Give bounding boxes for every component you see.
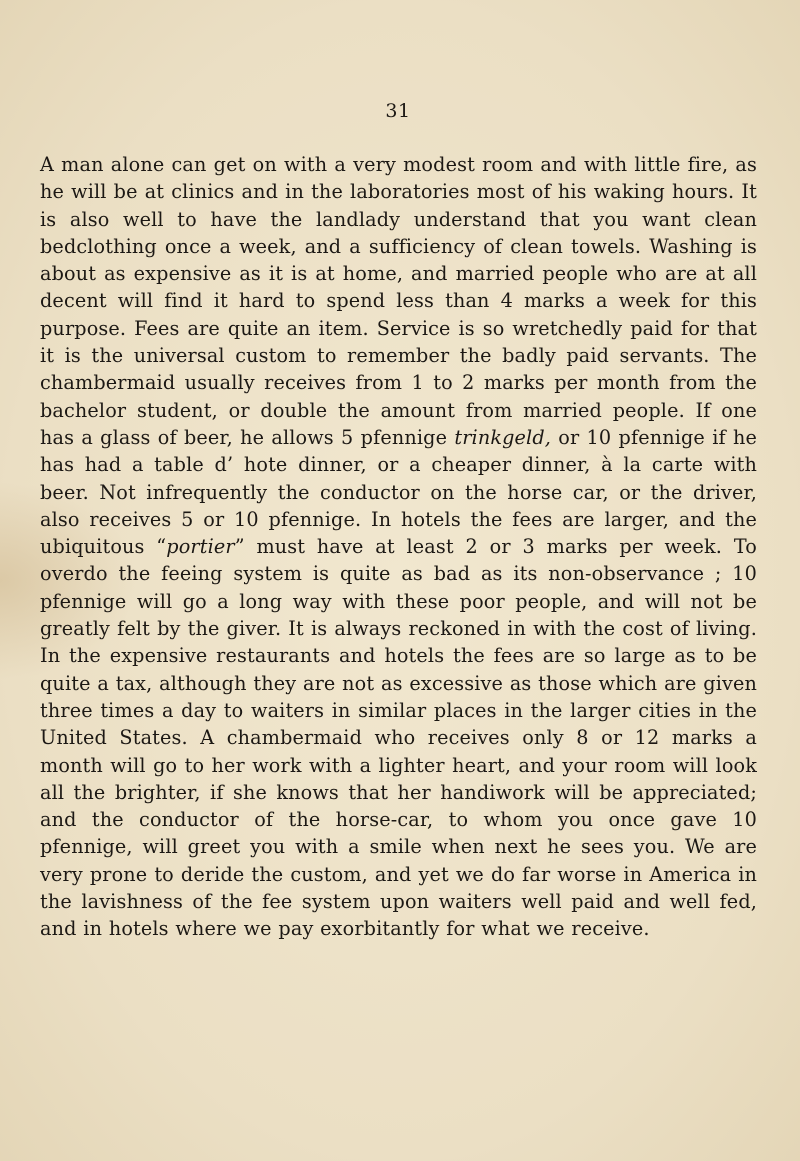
italic-term-trinkgeld: trinkgeld, <box>454 425 552 449</box>
italic-term-portier: portier <box>166 535 235 559</box>
page-number: 31 <box>385 100 411 122</box>
text-segment: A man alone can get on with a very modest room and with little fire, as he will be at clinics and in the laboratories most of his waking hours. It is also well to have the landlady understand that you want clean bedclothing once a week, and a sufficiency of clean towels. Washing is about as expensive as it is at home, and married people who are at all decent will find it hard to spend less than 4 marks a week for this purpose. Fees are quite an item. Service is so wretchedly paid for that it is the universal custom to remember the badly paid servants. The chambermaid usually receives from 1 to 2 marks per month from the bachelor student, or double the amount from married people. If one has a glass of beer, he allows 5 pfennige <box>40 153 757 449</box>
text-segment: or 10 pfennige if he has had a table d’ hote dinner, or a cheaper dinner, à la carte with beer. Not infrequently the conductor on the horse car, or the driver, also receives 5 or 10 pfennige. In hotels the fees are larger, and the ubiquitous “ <box>40 425 757 559</box>
text-segment: ” must have at least 2 or 3 marks per week. To overdo the feeing system is quite as bad as its non-observance ; 10 pfennige will go a long way with these poor people, and will not be greatly felt by the giver. It is always reckoned in with the cost of living. In the expensive restaurants and hotels the fees are so large as to be quite a tax, although they are not as excessive as those which are given three times a day to waiters in similar places in the larger cities in the United States. A chambermaid who receives only 8 or 12 marks a month will go to her work with a lighter heart, and your room will look all the brighter, if she knows that her handiwork will be appreciated; and the conductor of the horse-car, to whom you once gave 10 pfennige, will greet you with a smile when next he sees you. We are very prone to deride the custom, and yet we do far worse in America in the lavishness of the fee system upon waiters well paid and well fed, and in hotels where we pay exorbitantly for what we receive. <box>40 535 757 941</box>
body-paragraph <box>40 151 757 943</box>
